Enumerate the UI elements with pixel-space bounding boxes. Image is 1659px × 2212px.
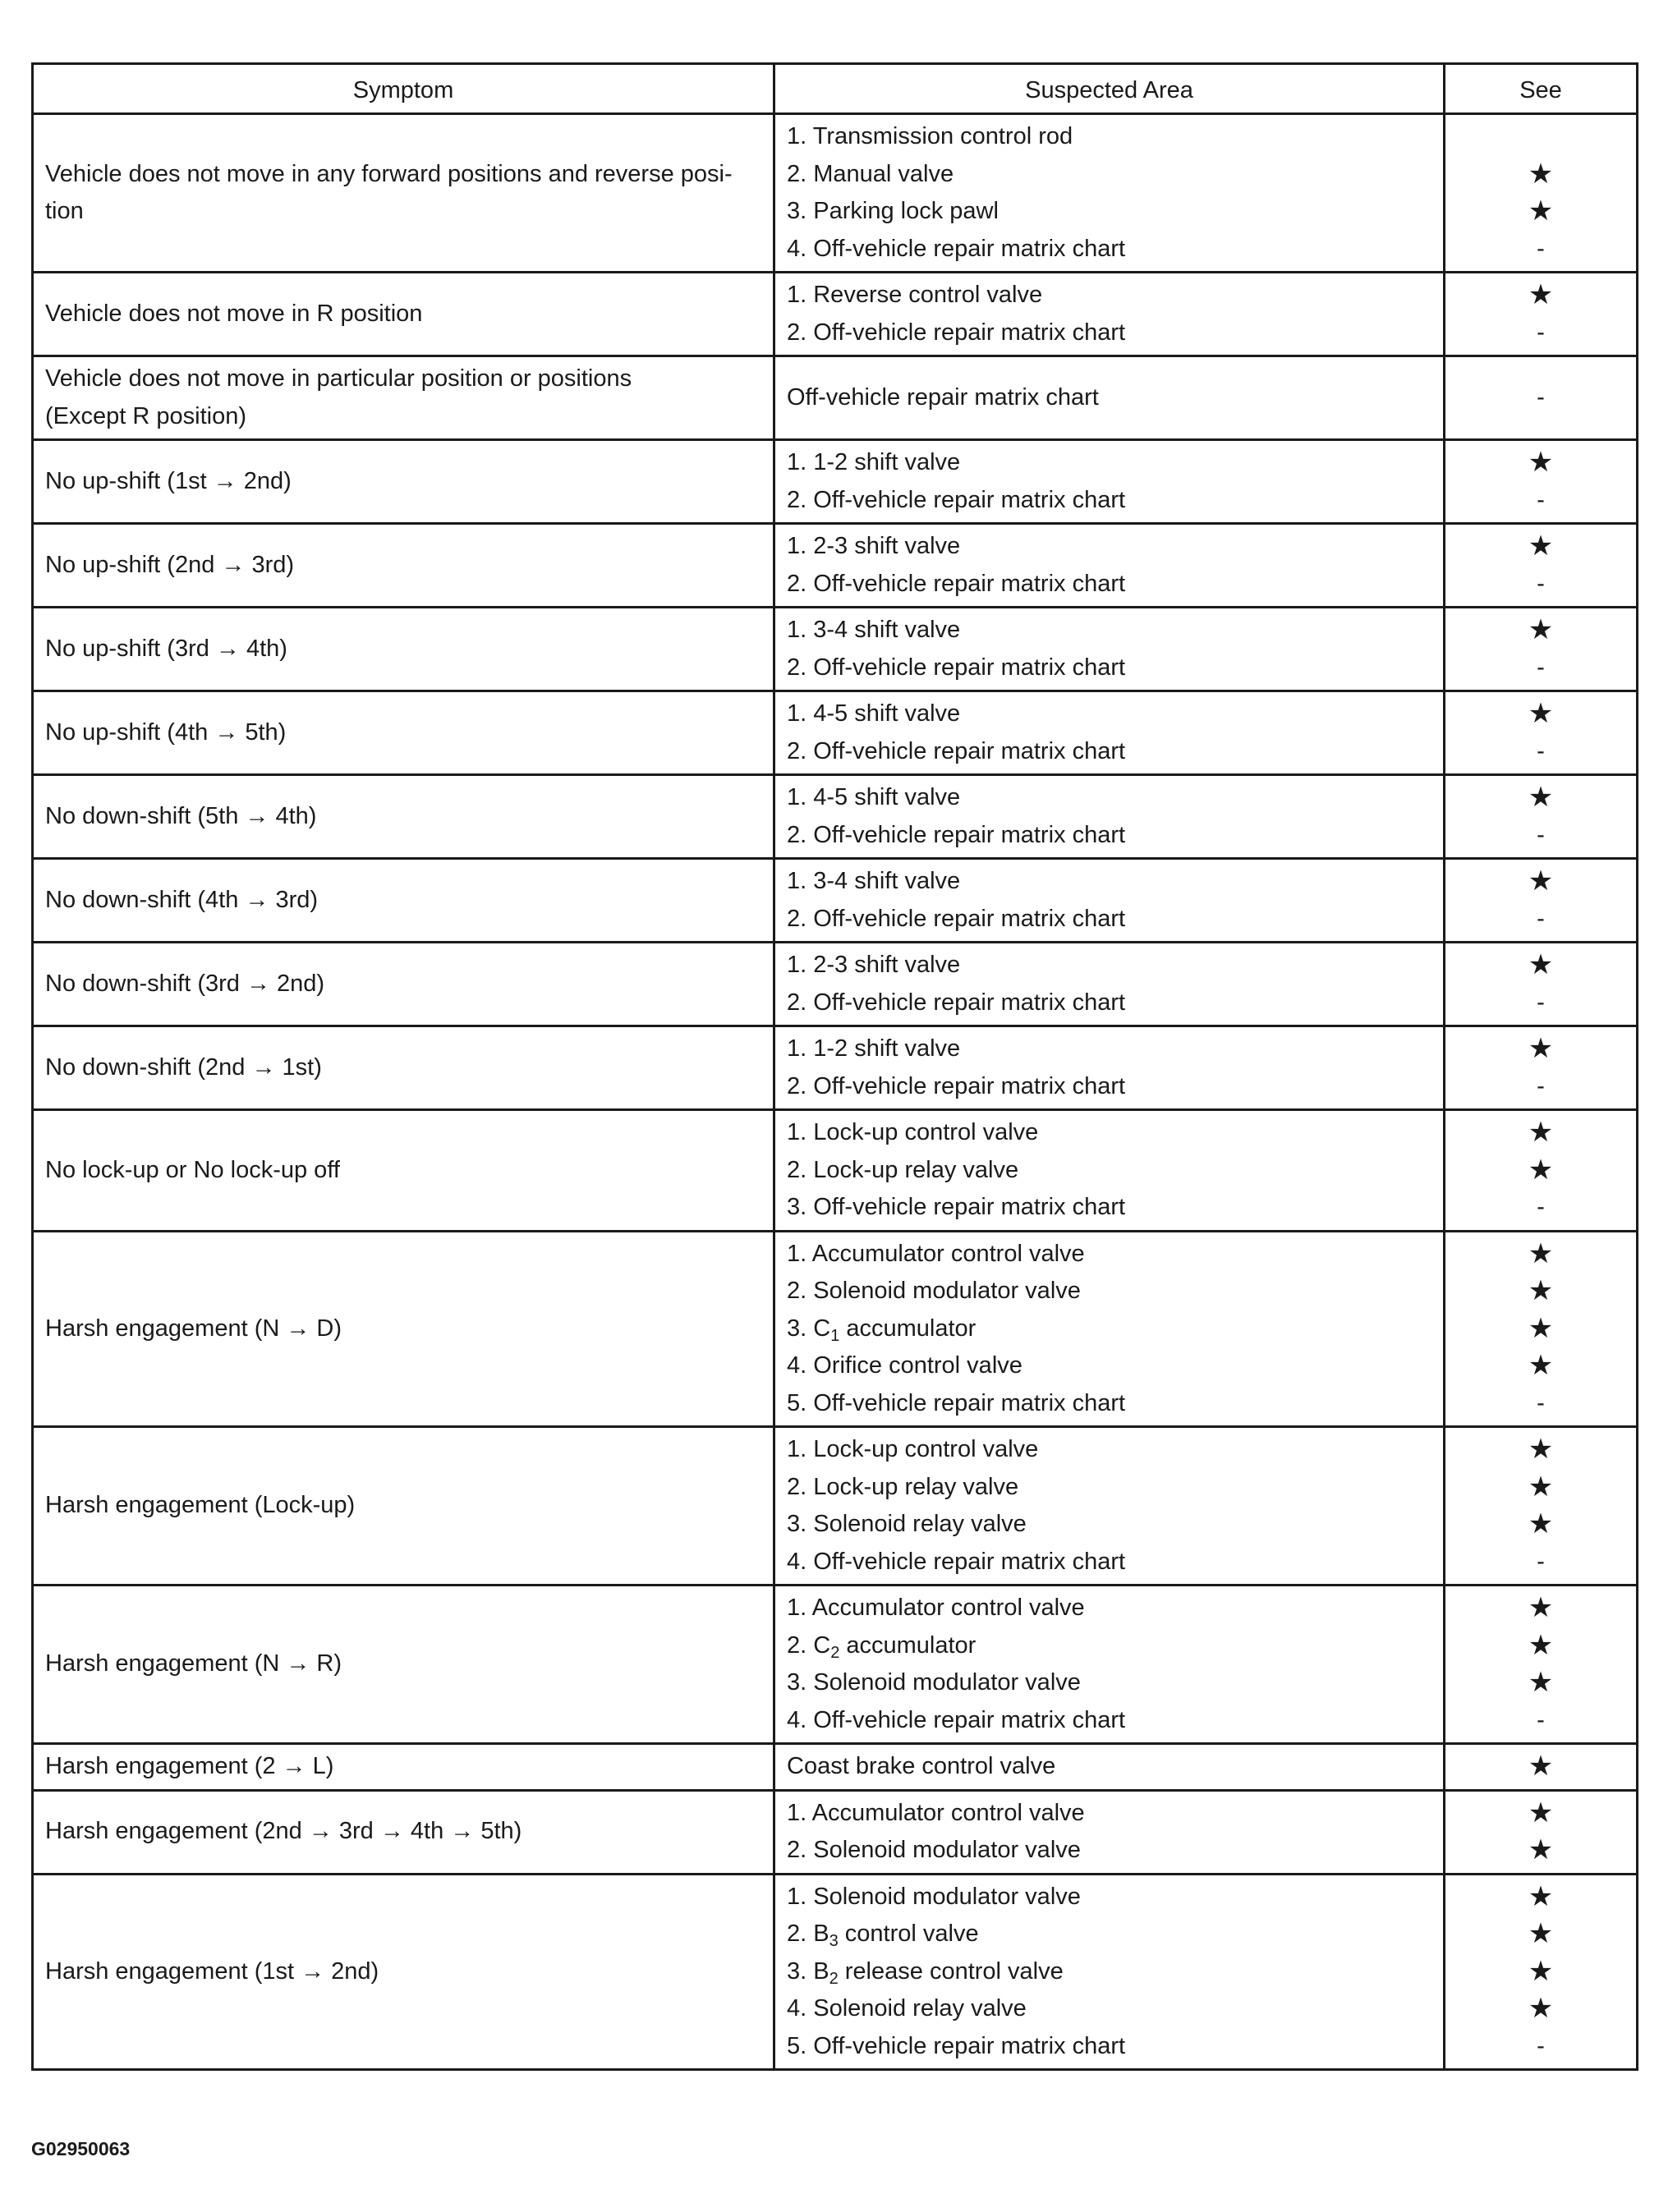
header-symptom: Symptom bbox=[33, 64, 774, 114]
table-row bbox=[33, 114, 1638, 273]
star-icon: ★ bbox=[1528, 1834, 1554, 1866]
star-icon: ★ bbox=[1528, 1955, 1554, 1987]
suspected-area-item: 4. Orifice control valve bbox=[787, 1352, 1023, 1379]
suspected-area-item: 1. 4-5 shift valve bbox=[787, 784, 961, 810]
see-cell bbox=[1445, 1427, 1638, 1586]
table-row bbox=[33, 1874, 1638, 2070]
suspected-area-item: 1. Lock-up control valve bbox=[787, 1436, 1039, 1462]
suspected-area-item: 2. $C_2$ accumulator bbox=[787, 1631, 977, 1662]
suspected-area-item: 1. Transmission control rod bbox=[787, 123, 1073, 149]
table-row bbox=[33, 691, 1638, 775]
symptom-text: No up-shift (4th → 5th) bbox=[45, 718, 287, 746]
suspected-area-item: 2. Off-vehicle repair matrix chart bbox=[787, 319, 1126, 346]
header-suspected-area: Suspected Area bbox=[774, 64, 1445, 114]
star-icon: ★ bbox=[1528, 782, 1554, 813]
see-cell bbox=[1445, 114, 1638, 273]
table-row bbox=[33, 1586, 1638, 1744]
see-mark: - bbox=[1537, 383, 1545, 411]
suspected-area-item: 2. Solenoid modulator valve bbox=[787, 1278, 1081, 1304]
star-icon: ★ bbox=[1528, 1237, 1554, 1269]
symptom-text: No up-shift (2nd → 3rd) bbox=[45, 551, 295, 578]
star-icon: ★ bbox=[1528, 1312, 1554, 1344]
table-row bbox=[33, 1026, 1638, 1110]
symptom-cell bbox=[33, 1110, 774, 1232]
see-cell bbox=[1445, 273, 1638, 356]
see-mark: - bbox=[1537, 486, 1545, 513]
see-cell bbox=[1445, 1744, 1638, 1791]
table-row bbox=[33, 524, 1638, 608]
star-icon: ★ bbox=[1528, 1797, 1554, 1829]
table-row bbox=[33, 440, 1638, 524]
see-mark bbox=[1457, 118, 1625, 156]
suspected-area-item: 2. Manual valve bbox=[787, 160, 954, 187]
suspected-area-item: 1. Accumulator control valve bbox=[787, 1240, 1085, 1267]
suspected-area-cell bbox=[774, 524, 1445, 608]
see-mark: - bbox=[1537, 989, 1545, 1016]
suspected-area-cell bbox=[774, 440, 1445, 524]
star-icon: ★ bbox=[1528, 614, 1554, 645]
table-row bbox=[33, 1790, 1638, 1874]
symptom-text: Vehicle does not move in R position bbox=[45, 300, 423, 327]
see-cell bbox=[1445, 1874, 1638, 2070]
suspected-area-cell bbox=[774, 1110, 1445, 1232]
see-cell bbox=[1445, 1231, 1638, 1427]
symptom-text: No down-shift (3rd → 2nd) bbox=[45, 970, 325, 997]
suspected-area-item: 4. Off-vehicle repair matrix chart bbox=[787, 235, 1126, 262]
suspected-area-cell bbox=[774, 859, 1445, 943]
suspected-area-item: 2. Off-vehicle repair matrix chart bbox=[787, 570, 1126, 597]
see-cell bbox=[1445, 1026, 1638, 1110]
suspected-area-cell bbox=[774, 608, 1445, 691]
table-row bbox=[33, 943, 1638, 1026]
suspected-area-cell bbox=[774, 356, 1445, 440]
table-row bbox=[33, 1427, 1638, 1586]
symptom-cell bbox=[33, 440, 774, 524]
suspected-area-item: 2. Off-vehicle repair matrix chart bbox=[787, 821, 1126, 848]
star-icon: ★ bbox=[1528, 1629, 1554, 1661]
see-mark: - bbox=[1537, 821, 1545, 848]
symptom-cell bbox=[33, 1231, 774, 1427]
suspected-area-cell bbox=[774, 943, 1445, 1026]
symptom-text: No down-shift (4th → 3rd) bbox=[45, 886, 319, 913]
symptom-text: Harsh engagement (1st → 2nd) bbox=[45, 1957, 379, 1985]
star-icon: ★ bbox=[1528, 1350, 1554, 1381]
symptom-table bbox=[31, 62, 1638, 2071]
suspected-area-item: 4. Off-vehicle repair matrix chart bbox=[787, 1706, 1126, 1733]
star-icon: ★ bbox=[1528, 1751, 1554, 1782]
symptom-text: No down-shift (2nd → 1st) bbox=[45, 1053, 322, 1081]
suspected-area-item: 5. Off-vehicle repair matrix chart bbox=[787, 2032, 1126, 2059]
see-cell bbox=[1445, 859, 1638, 943]
star-icon: ★ bbox=[1528, 1434, 1554, 1465]
symptom-cell bbox=[33, 775, 774, 859]
suspected-area-cell bbox=[774, 691, 1445, 775]
see-cell bbox=[1445, 943, 1638, 1026]
see-cell bbox=[1445, 1586, 1638, 1744]
see-mark: - bbox=[1537, 1548, 1545, 1575]
suspected-area-item: 1. Accumulator control valve bbox=[787, 1595, 1085, 1621]
see-mark: - bbox=[1537, 2032, 1545, 2059]
suspected-area-cell bbox=[774, 1231, 1445, 1427]
star-icon: ★ bbox=[1528, 195, 1554, 227]
see-cell bbox=[1445, 608, 1638, 691]
symptom-cell bbox=[33, 1874, 774, 2070]
see-mark: - bbox=[1537, 737, 1545, 764]
table-row bbox=[33, 608, 1638, 691]
star-icon: ★ bbox=[1528, 698, 1554, 729]
table-row bbox=[33, 859, 1638, 943]
suspected-area-item: 1. 3-4 shift valve bbox=[787, 617, 961, 643]
star-icon: ★ bbox=[1528, 1880, 1554, 1912]
see-mark: - bbox=[1537, 1389, 1545, 1416]
star-icon: ★ bbox=[1528, 1275, 1554, 1306]
star-icon: ★ bbox=[1528, 1033, 1554, 1064]
star-icon: ★ bbox=[1528, 158, 1554, 190]
suspected-area-item: 2. Solenoid modulator valve bbox=[787, 1837, 1081, 1863]
symptom-text: Vehicle does not move in particular position or positions bbox=[45, 365, 632, 392]
suspected-area-item: 3. Off-vehicle repair matrix chart bbox=[787, 1194, 1126, 1220]
symptom-cell bbox=[33, 273, 774, 356]
symptom-text: Vehicle does not move in any forward positions and reverse posi- bbox=[45, 160, 733, 187]
symptom-cell bbox=[33, 859, 774, 943]
symptom-cell bbox=[33, 356, 774, 440]
header-row bbox=[33, 64, 1638, 114]
symptom-cell bbox=[33, 943, 774, 1026]
symptom-cell bbox=[33, 1427, 774, 1586]
suspected-area-item: Coast brake control valve bbox=[787, 1753, 1056, 1779]
see-mark: - bbox=[1537, 905, 1545, 932]
star-icon: ★ bbox=[1528, 865, 1554, 897]
star-icon: ★ bbox=[1528, 1117, 1554, 1148]
suspected-area-item: 3. $C_1$ accumulator bbox=[787, 1315, 977, 1345]
suspected-area-item: 2. Off-vehicle repair matrix chart bbox=[787, 1072, 1126, 1099]
suspected-area-item: 2. Off-vehicle repair matrix chart bbox=[787, 905, 1126, 932]
star-icon: ★ bbox=[1528, 1508, 1554, 1540]
symptom-text: Harsh engagement (2 → L) bbox=[45, 1753, 334, 1779]
suspected-area-item: 2. Lock-up relay valve bbox=[787, 1156, 1019, 1183]
suspected-area-item: 1. 1-2 shift valve bbox=[787, 1035, 961, 1062]
suspected-area-item: 3. Solenoid modulator valve bbox=[787, 1669, 1081, 1696]
header-see: See bbox=[1445, 64, 1638, 114]
symptom-cell bbox=[33, 1790, 774, 1874]
see-cell bbox=[1445, 356, 1638, 440]
suspected-area-item: 2. Off-vehicle repair matrix chart bbox=[787, 654, 1126, 681]
see-mark: - bbox=[1537, 1072, 1545, 1099]
symptom-text: Harsh engagement (N → D) bbox=[45, 1315, 342, 1342]
table-row bbox=[33, 356, 1638, 440]
suspected-area-cell bbox=[774, 114, 1445, 273]
see-mark: - bbox=[1537, 1706, 1545, 1733]
see-mark: - bbox=[1537, 1194, 1545, 1220]
figure-code: G02950063 bbox=[31, 2138, 131, 2159]
suspected-area-cell bbox=[774, 1586, 1445, 1744]
symptom-cell bbox=[33, 1744, 774, 1791]
see-mark: - bbox=[1537, 319, 1545, 346]
table-row bbox=[33, 775, 1638, 859]
star-icon: ★ bbox=[1528, 447, 1554, 478]
star-icon: ★ bbox=[1528, 1918, 1554, 1949]
suspected-area-cell bbox=[774, 775, 1445, 859]
suspected-area-item: 4. Off-vehicle repair matrix chart bbox=[787, 1548, 1126, 1575]
suspected-area-item: 1. 2-3 shift valve bbox=[787, 533, 961, 559]
table-row bbox=[33, 1110, 1638, 1232]
suspected-area-item: Off-vehicle repair matrix chart bbox=[787, 383, 1099, 411]
symptom-cell bbox=[33, 524, 774, 608]
symptom-text: Harsh engagement (2nd → 3rd → 4th → 5th) bbox=[45, 1818, 522, 1845]
suspected-area-cell bbox=[774, 1427, 1445, 1586]
suspected-area-item: 3. Solenoid relay valve bbox=[787, 1511, 1027, 1537]
suspected-area-item: 1. 1-2 shift valve bbox=[787, 449, 961, 475]
symptom-text: Harsh engagement (N → R) bbox=[45, 1650, 342, 1677]
star-icon: ★ bbox=[1528, 530, 1554, 562]
symptom-text: No up-shift (1st → 2nd) bbox=[45, 467, 292, 494]
symptom-text: No lock-up or No lock-up off bbox=[45, 1156, 340, 1183]
star-icon: ★ bbox=[1528, 279, 1554, 310]
suspected-area-item: 4. Solenoid relay valve bbox=[787, 1995, 1027, 2022]
suspected-area-cell bbox=[774, 273, 1445, 356]
see-cell bbox=[1445, 775, 1638, 859]
symptom-text: Harsh engagement (Lock-up) bbox=[45, 1492, 356, 1519]
symptom-cell bbox=[33, 1586, 774, 1744]
see-cell bbox=[1445, 691, 1638, 775]
symptom-cell bbox=[33, 608, 774, 691]
suspected-area-item: 5. Off-vehicle repair matrix chart bbox=[787, 1389, 1126, 1416]
suspected-area-item: 1. Reverse control valve bbox=[787, 282, 1043, 308]
star-icon: ★ bbox=[1528, 949, 1554, 980]
symptom-cell bbox=[33, 691, 774, 775]
see-mark: - bbox=[1537, 570, 1545, 597]
symptom-text: tion bbox=[45, 198, 84, 224]
symptom-cell bbox=[33, 114, 774, 273]
suspected-area-cell bbox=[774, 1790, 1445, 1874]
see-mark: - bbox=[1537, 235, 1545, 262]
suspected-area-item: 2. Lock-up relay valve bbox=[787, 1473, 1019, 1500]
star-icon: ★ bbox=[1528, 1154, 1554, 1186]
table-row bbox=[33, 1744, 1638, 1791]
suspected-area-cell bbox=[774, 1874, 1445, 2070]
suspected-area-item: 2. Off-vehicle repair matrix chart bbox=[787, 989, 1126, 1016]
suspected-area-item: 2. Off-vehicle repair matrix chart bbox=[787, 737, 1126, 764]
suspected-area-item: 1. Solenoid modulator valve bbox=[787, 1883, 1081, 1910]
table-row bbox=[33, 273, 1638, 356]
star-icon: ★ bbox=[1528, 1471, 1554, 1503]
suspected-area-cell bbox=[774, 1026, 1445, 1110]
see-cell bbox=[1445, 1790, 1638, 1874]
see-cell bbox=[1445, 1110, 1638, 1232]
symptom-text: (Except R position) bbox=[45, 402, 246, 429]
suspected-area-item: 1. 3-4 shift valve bbox=[787, 868, 961, 894]
suspected-area-item: 1. 4-5 shift valve bbox=[787, 700, 961, 727]
suspected-area-cell bbox=[774, 1744, 1445, 1791]
symptom-cell bbox=[33, 1026, 774, 1110]
suspected-area-item: 1. 2-3 shift valve bbox=[787, 952, 961, 978]
suspected-area-item: 3. Parking lock pawl bbox=[787, 198, 999, 224]
star-icon: ★ bbox=[1528, 1592, 1554, 1623]
table-row bbox=[33, 1231, 1638, 1427]
suspected-area-item: 3. $B_2$ release control valve bbox=[787, 1957, 1064, 1988]
star-icon: ★ bbox=[1528, 1667, 1554, 1698]
suspected-area-item: 2. Off-vehicle repair matrix chart bbox=[787, 486, 1126, 513]
suspected-area-item: 1. Lock-up control valve bbox=[787, 1119, 1039, 1145]
see-cell bbox=[1445, 524, 1638, 608]
see-cell bbox=[1445, 440, 1638, 524]
suspected-area-item: 1. Accumulator control valve bbox=[787, 1799, 1085, 1826]
table-body bbox=[33, 114, 1638, 2070]
symptom-text: No up-shift (3rd → 4th) bbox=[45, 635, 287, 662]
suspected-area-item: 2. $B_3$ control valve bbox=[787, 1921, 979, 1950]
symptom-text: No down-shift (5th → 4th) bbox=[45, 802, 317, 829]
see-mark: - bbox=[1537, 654, 1545, 681]
star-icon: ★ bbox=[1528, 1993, 1554, 2024]
